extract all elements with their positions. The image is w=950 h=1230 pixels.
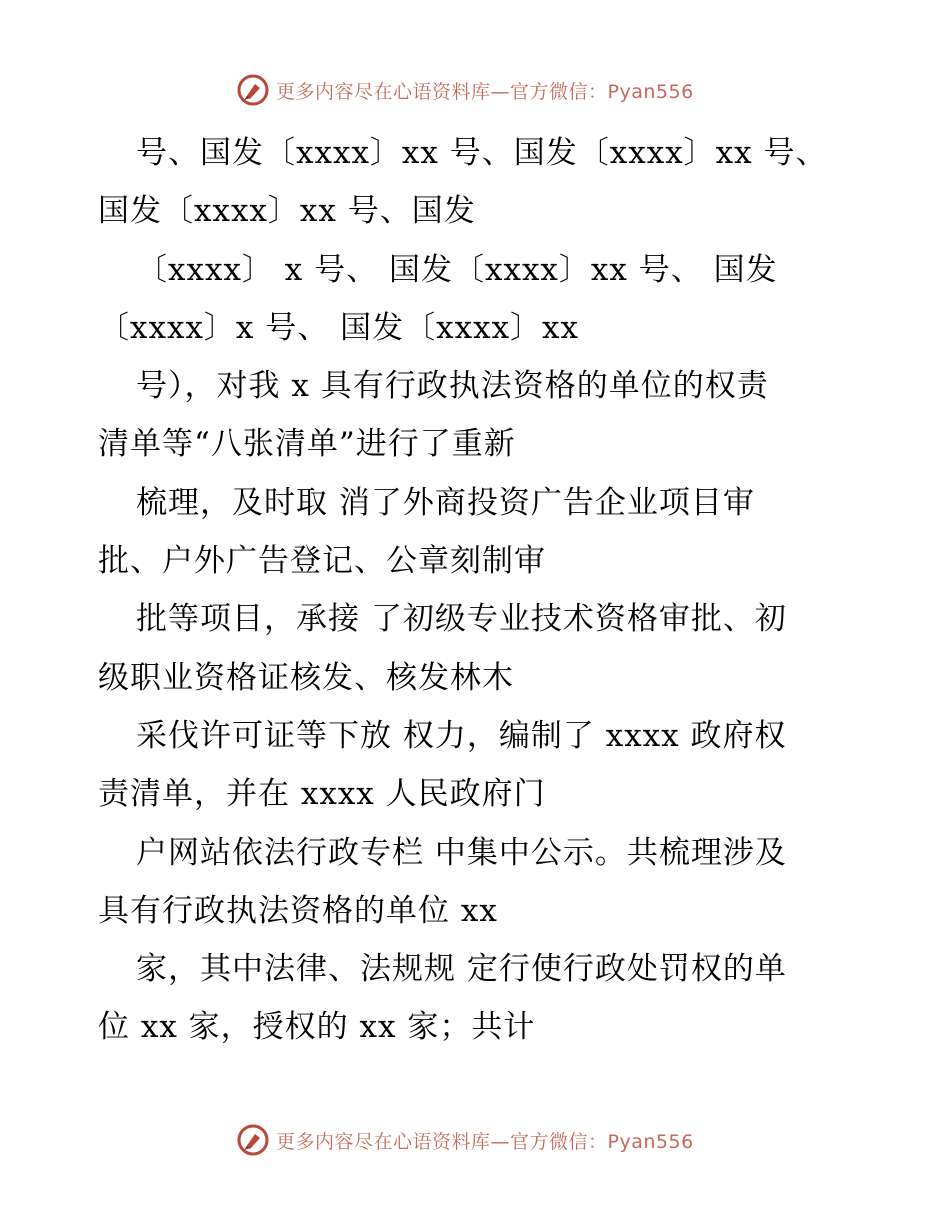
text-line: 位 xx 家，授权的 xx 家；共计: [98, 1009, 536, 1046]
text-line: 号），对我 x 具有行政执法资格的单位的权责: [136, 368, 769, 405]
text-line: 清单等“八张清单”进行了重新: [98, 426, 516, 463]
text-line: 批等项目，承接 了初级专业技术资格审批、初: [136, 601, 787, 638]
watermark-text: 更多内容尽在心语资料库—官方微信：Pyan556: [276, 80, 694, 103]
document-body: [98, 124, 838, 1057]
text-line: 采伐许可证等下放 权力，编制了 xxxx 政府权: [136, 717, 787, 754]
text-line: 具有行政执法资格的单位 xx: [98, 892, 498, 929]
header-watermark: [236, 72, 756, 108]
watermark-text: 更多内容尽在心语资料库—官方微信：Pyan556: [276, 1130, 694, 1153]
text-line: 责清单，并在 xxxx 人民政府门: [98, 776, 546, 813]
text-line: 批、户外广告登记、公章刻制审: [98, 543, 546, 580]
text-line: 户网站依法行政专栏 中集中公示。共梳理涉及: [136, 834, 787, 871]
pen-nib-logo-icon: [236, 1123, 270, 1157]
text-line: 梳理，及时取 消了外商投资广告企业项目审: [136, 484, 755, 521]
footer-watermark: [236, 1122, 756, 1158]
text-line: 国发〔xxxx〕xx 号、国发: [98, 193, 476, 230]
text-line: 号、国发〔xxxx〕xx 号、国发〔xxxx〕xx 号、: [136, 135, 828, 171]
text-line: 家，其中法律、法规规 定行使行政处罚权的单: [136, 951, 787, 988]
text-line: 〔xxxx〕x 号、 国发〔xxxx〕xx: [98, 309, 580, 346]
text-line: 级职业资格证核发、核发林木: [98, 659, 514, 696]
pen-nib-logo-icon: [236, 73, 270, 107]
text-line: 〔xxxx〕 x 号、 国发〔xxxx〕xx 号、 国发: [136, 251, 778, 288]
